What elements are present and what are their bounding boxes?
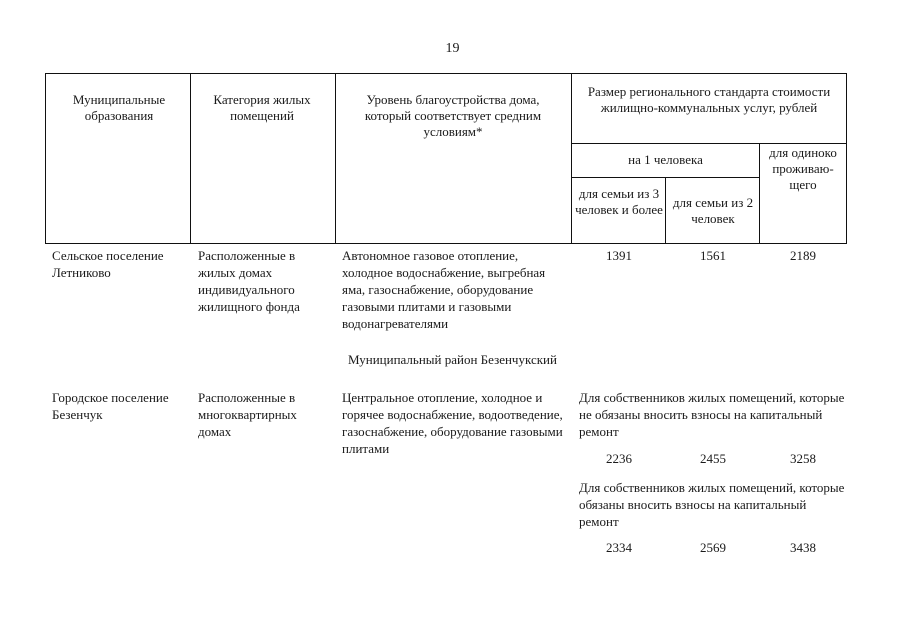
header-per-person: на 1 человека — [628, 152, 703, 167]
group-value-family-2: 2569 — [700, 540, 726, 555]
header-single-resident: для одиноко проживаю-щего — [769, 145, 837, 192]
group-note: Для собственников жилых помещений, которые обязаны вносить взносы на капитальный ремонт — [579, 480, 845, 529]
header-family-2: для семьи из 2 человек — [672, 195, 754, 226]
row-municipality: Городское поселение Безенчук — [52, 390, 169, 422]
row-value-family-3plus: 1391 — [606, 248, 632, 263]
header-category: Категория жилых помещений — [213, 92, 311, 123]
group-value-family-3plus: 2236 — [606, 451, 632, 466]
row-comfort: Автономное газовое отопление, холодное водоснабжение, выгребная яма, газоснабжение, оборудование газовыми плитами и газовыми водонагревателями — [342, 248, 546, 331]
header-municipalities: Муниципальные образования — [72, 92, 166, 123]
row-category: Расположенные в жилых домах индивидуального жилищного фонда — [198, 248, 300, 314]
row-value-single: 2189 — [790, 248, 816, 263]
group-value-family-3plus: 2334 — [606, 540, 632, 555]
group-value-single: 3258 — [790, 451, 816, 466]
row-category: Расположенные в многоквартирных домах — [198, 390, 297, 439]
header-comfort-level: Уровень благоустройства дома, который соответствует средним условиям* — [364, 92, 542, 139]
page-number: 19 — [445, 41, 460, 56]
group-value-family-2: 2455 — [700, 451, 726, 466]
row-municipality: Сельское поселение Летниково — [52, 248, 164, 280]
group-value-single: 3438 — [790, 540, 816, 555]
row-comfort: Центральное отопление, холодное и горячее водоснабжение, водоотведение, газоснабжение, оборудование газовыми плитами — [342, 390, 563, 456]
group-note: Для собственников жилых помещений, которые не обязаны вносить взносы на капитальный ремонт — [579, 390, 845, 439]
header-family-3plus: для семьи из 3 человек и более — [575, 186, 663, 217]
row-value-family-2: 1561 — [700, 248, 726, 263]
header-standard-size: Размер регионального стандарта стоимости жилищно-коммунальных услуг, рублей — [587, 84, 831, 115]
section-title: Муниципальный район Безенчукский — [348, 352, 557, 367]
